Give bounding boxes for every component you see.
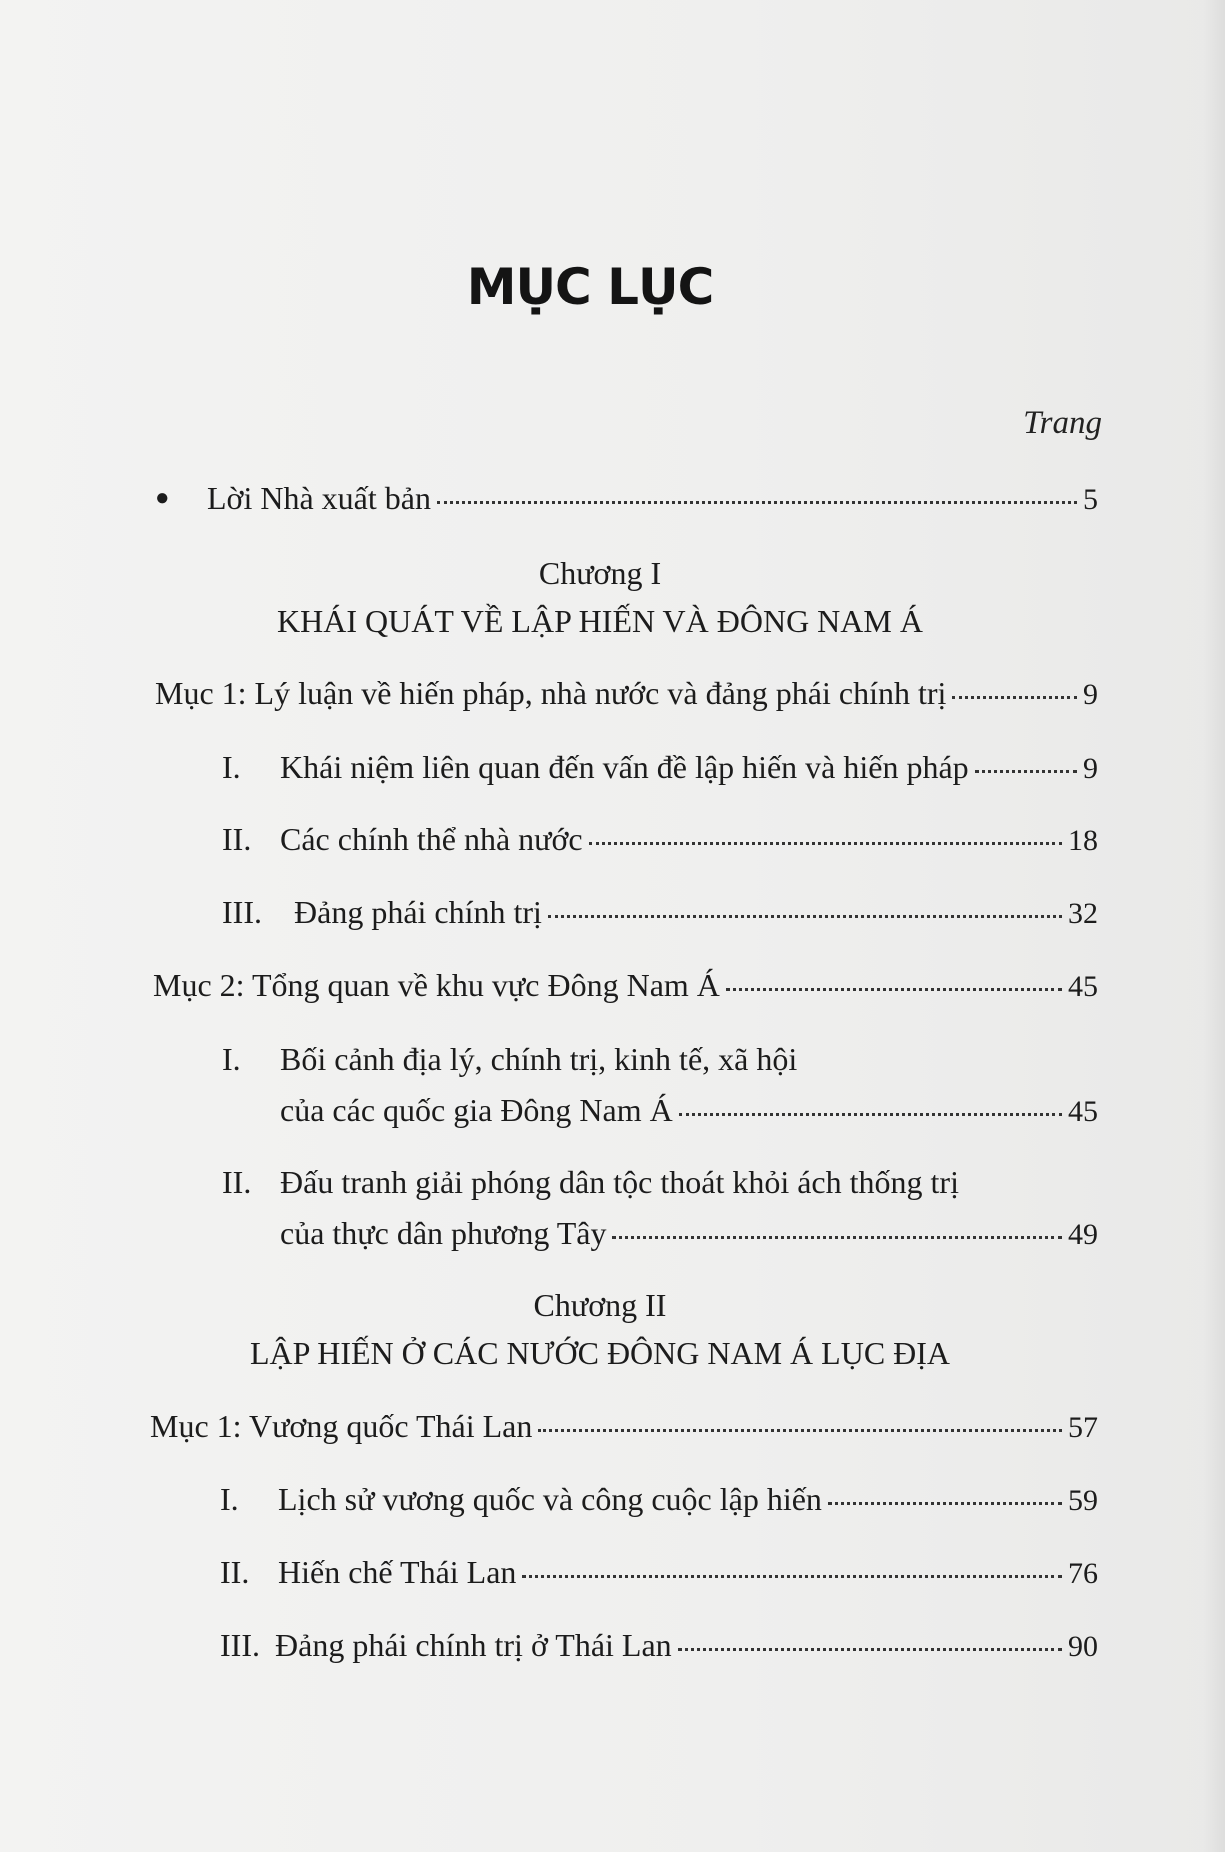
toc-entry-page: 45 (1068, 1095, 1098, 1128)
chapter-1-number: Chương I (538, 555, 662, 591)
chapter-1-title: KHÁI QUÁT VỀ LẬP HIẾN VÀ ĐÔNG NAM Á (277, 603, 923, 639)
toc-entry-label: Mục 2: Tổng quan về khu vực Đông Nam Á (153, 967, 720, 1003)
toc-entry-label: Khái niệm liên quan đến vấn đề lập hiến và hiến pháp (280, 749, 969, 785)
toc-entry-page: 45 (1068, 970, 1098, 1003)
toc-item (220, 1483, 1098, 1516)
toc-item (222, 1041, 797, 1078)
chapter-2-title: LẬP HIẾN Ở CÁC NƯỚC ĐÔNG NAM Á LỤC ĐỊA (249, 1335, 951, 1371)
toc-entry-label: Đảng phái chính trị (294, 894, 542, 930)
leader-dots (538, 1429, 1062, 1432)
toc-entry-label: của thực dân phương Tây (280, 1215, 607, 1251)
toc-section-2-1 (150, 1410, 1098, 1443)
toc-entry-label: Mục 1: Lý luận về hiến pháp, nhà nước và đảng phái chính trị (155, 675, 947, 711)
toc-entry-page: 76 (1068, 1557, 1098, 1590)
toc-section-1-2 (153, 969, 1098, 1002)
toc-item (222, 751, 1098, 784)
page-column-header: Trang (1023, 405, 1102, 441)
toc-entry-page: 59 (1068, 1484, 1098, 1517)
leader-dots (522, 1575, 1062, 1578)
toc-item-number: II. (222, 1164, 252, 1200)
page-title: MỤC LỤC (466, 258, 714, 316)
toc-item-number: II. (220, 1554, 250, 1590)
toc-item (222, 823, 1098, 856)
toc-entry-label: Đảng phái chính trị ở Thái Lan (275, 1627, 672, 1663)
leader-dots (828, 1502, 1062, 1505)
toc-entry-page: 18 (1068, 824, 1098, 857)
leader-dots (437, 501, 1077, 504)
toc-entry-label: của các quốc gia Đông Nam Á (280, 1092, 673, 1128)
toc-item-number: III. (220, 1627, 260, 1663)
toc-item (220, 1556, 1098, 1589)
toc-entry-label: Mục 1: Vương quốc Thái Lan (150, 1408, 533, 1444)
leader-dots (548, 915, 1062, 918)
leader-dots (975, 770, 1077, 773)
leader-dots (589, 842, 1062, 845)
leader-dots (952, 696, 1077, 699)
toc-entry-label: Bối cảnh địa lý, chính trị, kinh tế, xã hội (280, 1041, 798, 1077)
toc-entry-label: Lời Nhà xuất bản (207, 480, 431, 516)
toc-item (222, 896, 1098, 929)
toc-item-number: I. (220, 1481, 239, 1517)
bullet-icon: ● (155, 485, 170, 511)
toc-entry-page: 57 (1068, 1411, 1098, 1444)
toc-entry-page: 9 (1083, 752, 1098, 785)
toc-item-continuation (280, 1094, 1098, 1127)
toc-entry-label: Hiến chế Thái Lan (278, 1554, 517, 1590)
toc-entry-page: 90 (1068, 1630, 1098, 1663)
toc-entry-page: 5 (1083, 483, 1098, 516)
toc-item-number: III. (222, 894, 262, 930)
leader-dots (679, 1113, 1062, 1116)
toc-entry-publisher-note (155, 482, 1098, 515)
toc-item (220, 1629, 1098, 1662)
toc-item-number: I. (222, 749, 241, 785)
toc-entry-label: Các chính thể nhà nước (280, 821, 583, 857)
chapter-2-number: Chương II (533, 1287, 667, 1323)
toc-item-number: II. (222, 821, 252, 857)
toc-item-continuation (280, 1217, 1098, 1250)
toc-entry-label: Đấu tranh giải phóng dân tộc thoát khỏi ách thống trị (280, 1164, 959, 1200)
leader-dots (726, 988, 1062, 991)
toc-item (222, 1164, 959, 1201)
toc-entry-page: 32 (1068, 897, 1098, 930)
toc-section-1-1 (155, 677, 1098, 710)
toc-item-number: I. (222, 1041, 241, 1077)
leader-dots (612, 1236, 1062, 1239)
toc-entry-page: 49 (1068, 1218, 1098, 1251)
toc-entry-label: Lịch sử vương quốc và công cuộc lập hiến (278, 1481, 822, 1517)
toc-entry-page: 9 (1083, 678, 1098, 711)
leader-dots (678, 1648, 1062, 1651)
